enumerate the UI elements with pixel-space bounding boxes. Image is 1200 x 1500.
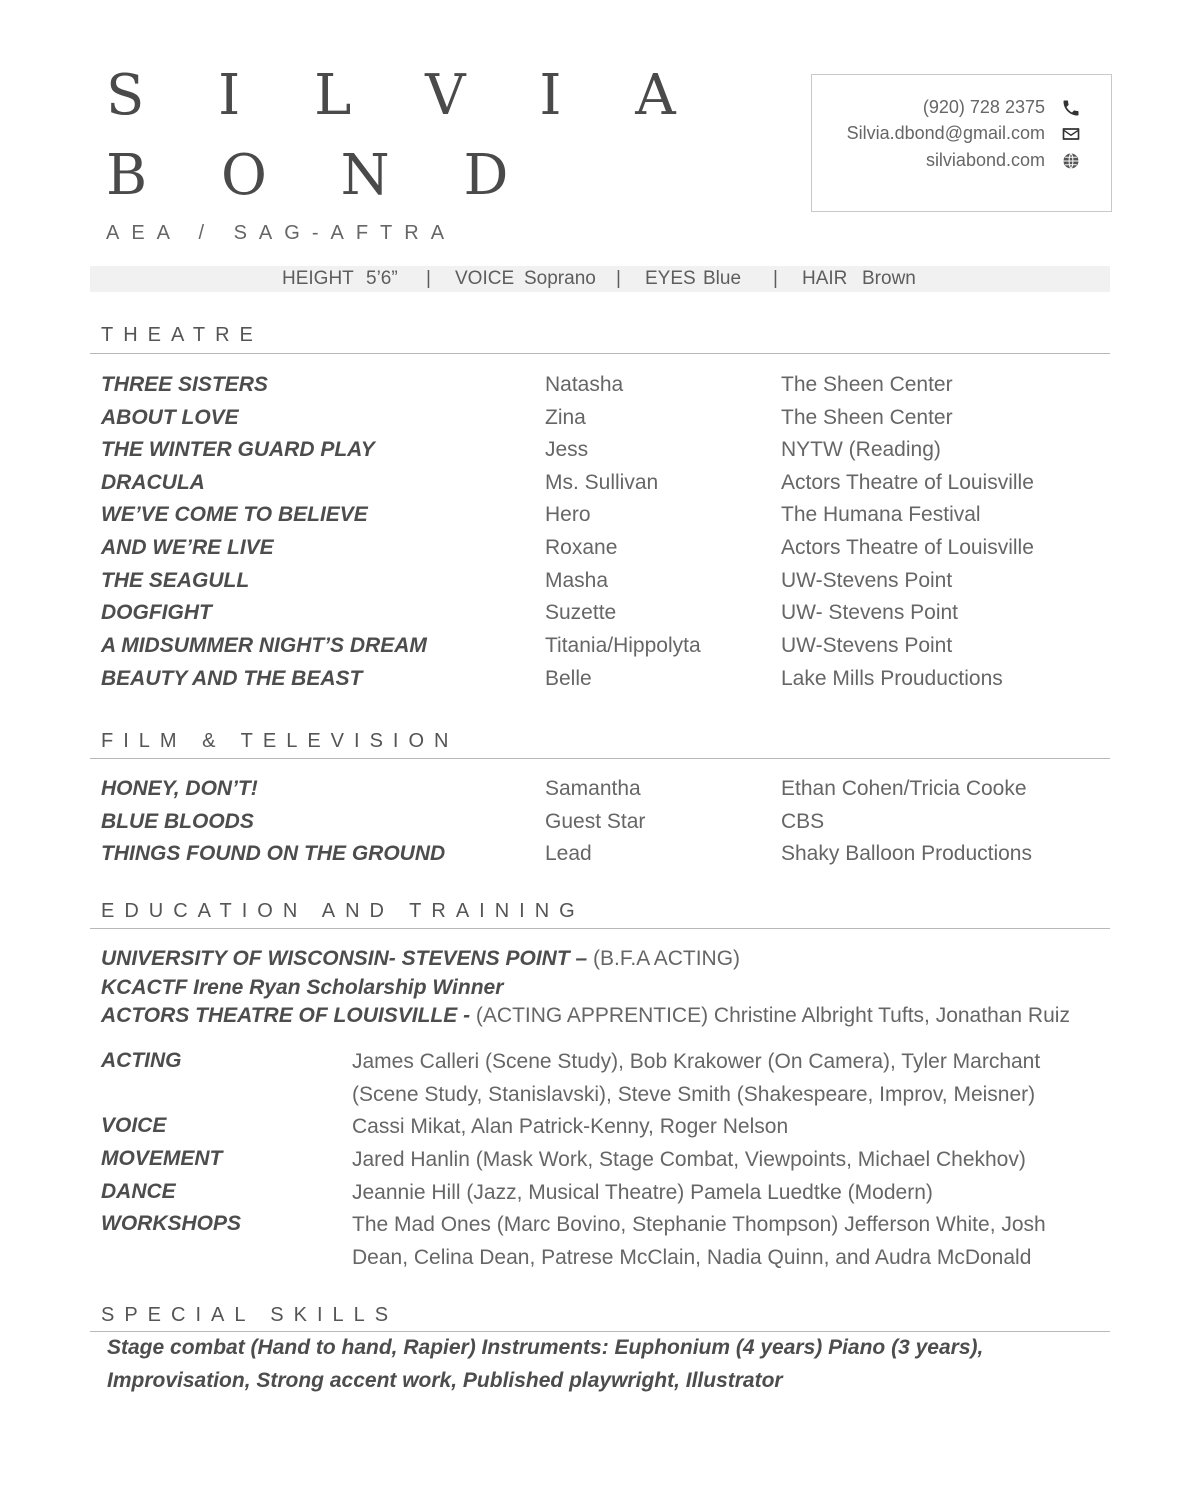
credit-title: ABOUT LOVE bbox=[101, 406, 239, 429]
credit-venue: CBS bbox=[781, 810, 825, 833]
credit-role: Masha bbox=[545, 569, 609, 592]
hair-label: HAIR bbox=[802, 268, 848, 289]
education-heading: EDUCATION AND TRAINING bbox=[101, 900, 585, 922]
stats-separator: | bbox=[426, 268, 431, 289]
credit-role: Titania/Hippolyta bbox=[545, 634, 701, 657]
stats-separator: | bbox=[773, 268, 778, 289]
apprentice-org: ACTORS THEATRE OF LOUISVILLE - bbox=[101, 1004, 471, 1027]
credit-venue: Lake Mills Prouductions bbox=[781, 667, 1003, 690]
credit-venue: Actors Theatre of Louisville bbox=[781, 471, 1034, 494]
phone-number[interactable]: (920) 728 2375 bbox=[922, 97, 1045, 117]
university-line bbox=[101, 947, 740, 971]
training-text: The Mad Ones (Marc Bovino, Stephanie Thompson) Jefferson White, Josh Dean, Celina Dean, Patrese McClain, Nadia Quinn, and Audra McDonald bbox=[352, 1213, 1046, 1269]
section-divider bbox=[90, 928, 1110, 929]
credit-role: Samantha bbox=[545, 777, 641, 800]
credit-venue: The Sheen Center bbox=[781, 373, 953, 396]
eyes-label: EYES bbox=[645, 268, 696, 289]
first-name: S I L V I A bbox=[106, 63, 704, 128]
training-text: Jared Hanlin (Mask Work, Stage Combat, Viewpoints, Michael Chekhov) bbox=[352, 1148, 1026, 1171]
theatre-credit-row bbox=[101, 503, 1101, 533]
training-label: WORKSHOPS bbox=[101, 1212, 242, 1235]
training-label: DANCE bbox=[101, 1180, 176, 1203]
eyes-value: Blue bbox=[703, 268, 742, 289]
training-label: ACTING bbox=[101, 1049, 182, 1072]
credit-venue: Actors Theatre of Louisville bbox=[781, 536, 1034, 559]
credit-title: AND WE’RE LIVE bbox=[101, 536, 274, 559]
training-text: Jeannie Hill (Jazz, Musical Theatre) Pamela Luedtke (Modern) bbox=[352, 1181, 933, 1204]
envelope-icon bbox=[1061, 124, 1081, 144]
height-label: HEIGHT bbox=[282, 268, 354, 289]
email-address[interactable]: Silvia.dbond@gmail.com bbox=[846, 123, 1045, 143]
credit-role: Roxane bbox=[545, 536, 618, 559]
theatre-credit-row bbox=[101, 406, 1101, 436]
university-degree: (B.F.A ACTING) bbox=[593, 947, 741, 970]
theatre-credit-row bbox=[101, 373, 1101, 403]
voice-value: Soprano bbox=[524, 268, 596, 289]
last-name: B O N D bbox=[106, 143, 537, 208]
film-credit-row bbox=[101, 777, 1101, 807]
contact-email-row[interactable] bbox=[847, 123, 1081, 144]
credit-venue: NYTW (Reading) bbox=[781, 438, 941, 461]
credit-title: THINGS FOUND ON THE GROUND bbox=[101, 842, 446, 865]
film-credit-row bbox=[101, 842, 1101, 872]
height-value: 5’6” bbox=[366, 268, 398, 289]
credit-title: WE’VE COME TO BELIEVE bbox=[101, 503, 368, 526]
credit-role: Zina bbox=[545, 406, 586, 429]
theatre-heading: THEATRE bbox=[101, 324, 263, 346]
credit-role: Hero bbox=[545, 503, 591, 526]
credit-venue: UW-Stevens Point bbox=[781, 569, 953, 592]
physical-stats-bar bbox=[90, 266, 1110, 292]
website-link[interactable]: silviabond.com bbox=[925, 150, 1045, 170]
apprentice-line bbox=[101, 1004, 1070, 1028]
credit-role: Belle bbox=[545, 667, 592, 690]
theatre-credit-row bbox=[101, 536, 1101, 566]
award-name: KCACTF Irene Ryan Scholarship Winner bbox=[101, 976, 504, 999]
credit-venue: Ethan Cohen/Tricia Cooke bbox=[781, 777, 1027, 800]
theatre-credit-row bbox=[101, 667, 1101, 697]
section-divider bbox=[90, 353, 1110, 354]
training-text: Cassi Mikat, Alan Patrick-Kenny, Roger Nelson bbox=[352, 1115, 789, 1138]
credit-title: HONEY, DON’T! bbox=[101, 777, 258, 800]
globe-icon bbox=[1061, 151, 1081, 171]
voice-label: VOICE bbox=[455, 268, 515, 289]
apprentice-details: (ACTING APPRENTICE) Christine Albright Tufts, Jonathan Ruiz bbox=[475, 1004, 1070, 1027]
contact-website-row[interactable] bbox=[926, 150, 1081, 171]
credit-role: Ms. Sullivan bbox=[545, 471, 659, 494]
skills-text: Stage combat (Hand to hand, Rapier) Instruments: Euphonium (4 years) Piano (3 years), Improvisation, Strong accent work, Published playwright, Illustrator bbox=[107, 1336, 984, 1392]
credit-venue: UW- Stevens Point bbox=[781, 601, 959, 624]
university-name: UNIVERSITY OF WISCONSIN- STEVENS POINT – bbox=[101, 947, 588, 970]
credit-title: DRACULA bbox=[101, 471, 205, 494]
credit-venue: The Sheen Center bbox=[781, 406, 953, 429]
credit-title: THE WINTER GUARD PLAY bbox=[101, 438, 375, 461]
theatre-credit-row bbox=[101, 634, 1101, 664]
credit-venue: UW-Stevens Point bbox=[781, 634, 953, 657]
credit-title: THREE SISTERS bbox=[101, 373, 268, 396]
theatre-credit-row bbox=[101, 471, 1101, 501]
credit-venue: The Humana Festival bbox=[781, 503, 981, 526]
union-affiliations: AEA / SAG-AFTRA bbox=[106, 222, 457, 244]
credit-venue: Shaky Balloon Productions bbox=[781, 842, 1032, 865]
section-divider bbox=[90, 758, 1110, 759]
phone-icon bbox=[1061, 98, 1081, 118]
training-label: VOICE bbox=[101, 1114, 167, 1137]
theatre-credit-row bbox=[101, 438, 1101, 468]
credit-role: Natasha bbox=[545, 373, 624, 396]
credit-title: BEAUTY AND THE BEAST bbox=[101, 667, 363, 690]
credit-role: Jess bbox=[545, 438, 589, 461]
stats-separator: | bbox=[616, 268, 621, 289]
credit-role: Lead bbox=[545, 842, 592, 865]
hair-value: Brown bbox=[862, 268, 916, 289]
theatre-credit-row bbox=[101, 601, 1101, 631]
film-heading: FILM & TELEVISION bbox=[101, 730, 459, 752]
award-line bbox=[101, 976, 503, 1000]
training-text: James Calleri (Scene Study), Bob Krakower (On Camera), Tyler Marchant (Scene Study, Stanislavski), Steve Smith (Shakespeare, Improv, Meisner) bbox=[352, 1050, 1041, 1106]
training-label: MOVEMENT bbox=[101, 1147, 223, 1170]
credit-title: A MIDSUMMER NIGHT’S DREAM bbox=[101, 634, 427, 657]
credit-title: BLUE BLOODS bbox=[101, 810, 254, 833]
skills-heading: SPECIAL SKILLS bbox=[101, 1304, 399, 1326]
credit-role: Suzette bbox=[545, 601, 617, 624]
credit-role: Guest Star bbox=[545, 810, 646, 833]
theatre-credit-row bbox=[101, 569, 1101, 599]
contact-box bbox=[811, 74, 1112, 212]
film-credit-row bbox=[101, 810, 1101, 840]
contact-phone-row[interactable] bbox=[923, 97, 1081, 118]
credit-title: DOGFIGHT bbox=[101, 601, 212, 624]
credit-title: THE SEAGULL bbox=[101, 569, 250, 592]
